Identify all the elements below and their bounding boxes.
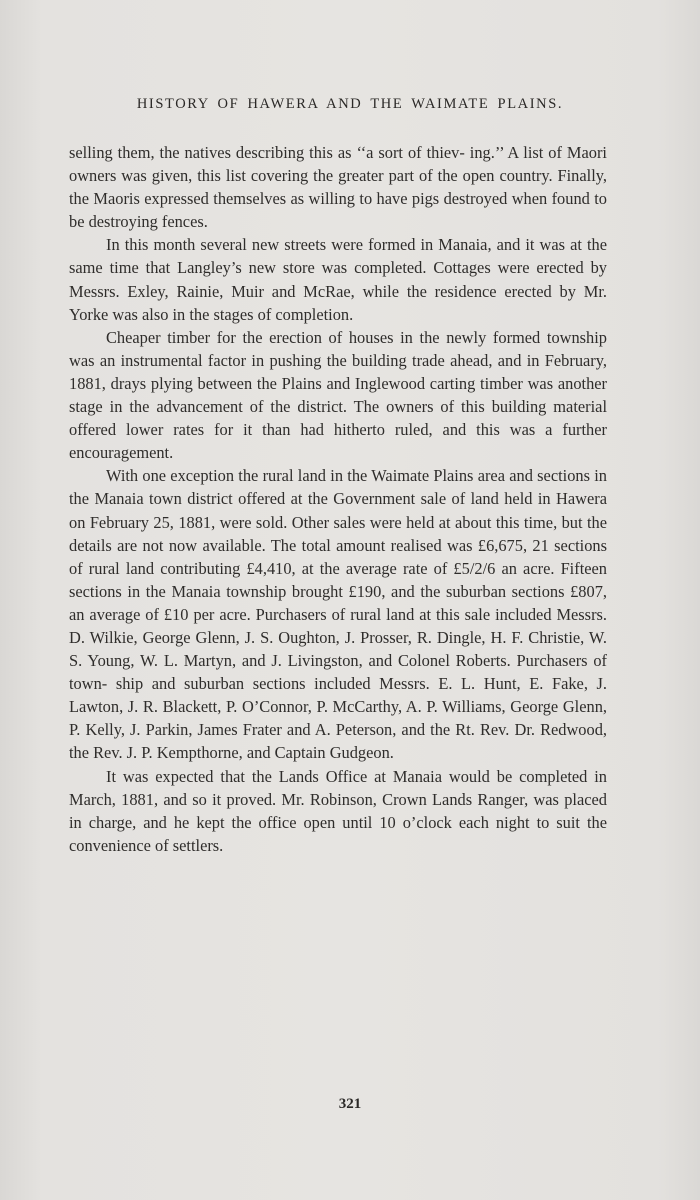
paragraph-2: In this month several new streets were formed in Manaia, and it was at the same time that Langley’s new store was completed. Cottages were erected by Messrs. Exley, Rainie, Muir and McRae, while the residence erected by Mr. Yorke was also in the stages of completion. xyxy=(69,235,607,324)
paragraph-1: selling them, the natives describing this as ‘‘a sort of thiev- ing.’’ A list of Maori owners was given, this list covering the greater part of the open country. Finally, the Maoris expressed themselves as willing to have pigs destroyed when found to be destroying fences. xyxy=(69,143,607,232)
running-head: HISTORY OF HAWERA AND THE WAIMATE PLAINS. xyxy=(136,96,564,112)
body-text xyxy=(69,141,607,857)
page-number: 321 xyxy=(338,1096,362,1112)
paragraph-3: Cheaper timber for the erection of houses in the newly formed township was an instrumental factor in pushing the building trade ahead, and in February, 1881, drays plying between the Plains and Inglewood carting timber was another stage in the advancement of the district. The owners of this building material offered lower rates for it than had hitherto ruled, and this was a further encouragement. xyxy=(69,327,607,463)
paragraph-5: It was expected that the Lands Office at Manaia would be completed in March, 1881, and so it proved. Mr. Robinson, Crown Lands Ranger, was placed in charge, and he kept the office open until 10 o’clock each night to suit the convenience of settlers. xyxy=(69,766,607,855)
paragraph-4: With one exception the rural land in the Waimate Plains area and sections in the Manaia town district offered at the Government sale of land held in Hawera on February 25, 1881, were sold. Other sales were held at about this time, but the details are not now available. The total amount realised was £6,675, 21 sections of rural land contributing £4,410, at the average rate of £5/2/6 an acre. Fifteen sections in the Manaia township brought £190, and the suburban sections £807, an average of £10 per acre. Purchasers of rural land at this sale included Messrs. D. Wilkie, George Glenn, J. S. Oughton, J. Prosser, R. Dingle, H. F. Christie, W. S. Young, W. L. Martyn, and J. Livingston, and Colonel Roberts. Purchasers of town- ship and suburban sections included Messrs. E. L. Hunt, E. Fake, J. Lawton, J. R. Blackett, P. O’Connor, P. McCarthy, A. P. Williams, George Glenn, P. Kelly, J. Parkin, James Frater and A. Peterson, and the Rt. Rev. Dr. Redwood, the Rev. J. P. Kempthorne, and Captain Gudgeon. xyxy=(69,466,607,763)
